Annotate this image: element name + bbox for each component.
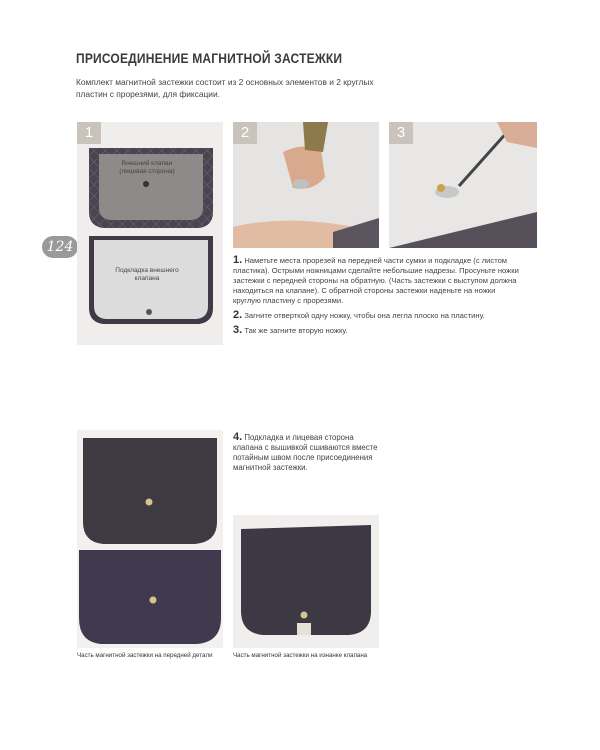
photo-step-1 [77,122,223,345]
steps-list [233,255,525,340]
inside-flap-illustration [233,515,379,648]
step-3: 3. Так же загните вторую ножку. [233,324,348,336]
step-badge-1: 1 [77,122,101,144]
front-parts-illustration [77,430,223,648]
intro-text: Комплект магнитной застежки состоит из 2 основных элементов и 2 круглых пластин с прорезями, для фиксации. [76,77,374,99]
photo-step-2 [233,122,379,248]
step-2: 2. Загните отверткой одну ножку, чтобы она легла плоско на пластину. [233,309,485,321]
page-title: ПРИСОЕДИНЕНИЕ МАГНИТНОЙ ЗАСТЕЖКИ [76,50,343,66]
flap-illustration [77,122,223,345]
label-outer-flap: Внешний клапан (лицевая сторона) [119,160,175,175]
caption-left: Часть магнитной застежки на передней детали [77,652,213,659]
photo-front-parts [77,430,223,648]
step-badge-3: 3 [389,122,413,144]
caption-right: Часть магнитной застежки на изнанке клапана [233,652,368,659]
step-4: 4. Подкладка и лицевая сторона клапана с вышивкой сшиваются вместе потайным швом после присоединения магнитной застежки. [233,431,378,472]
label-flap-lining: Подкладка внешнего клапана [115,267,179,282]
step-1: 1. Наметьте места прорезей на передней части сумки и подкладке (с листом пластика). Острыми ножницами сделайте небольшие надрезы. Просуньте ножки застежки с передней стороны на обратную. (Часть застежки с выступом должна находиться на клапане). С обратной стороны застежки наденьте на ножки круглую пластину с прорезями. [233,254,519,305]
photo-inside-flap [233,515,379,648]
photo-step-3 [389,122,537,248]
step-badge-2: 2 [233,122,257,144]
page-number: 124 [42,236,78,258]
